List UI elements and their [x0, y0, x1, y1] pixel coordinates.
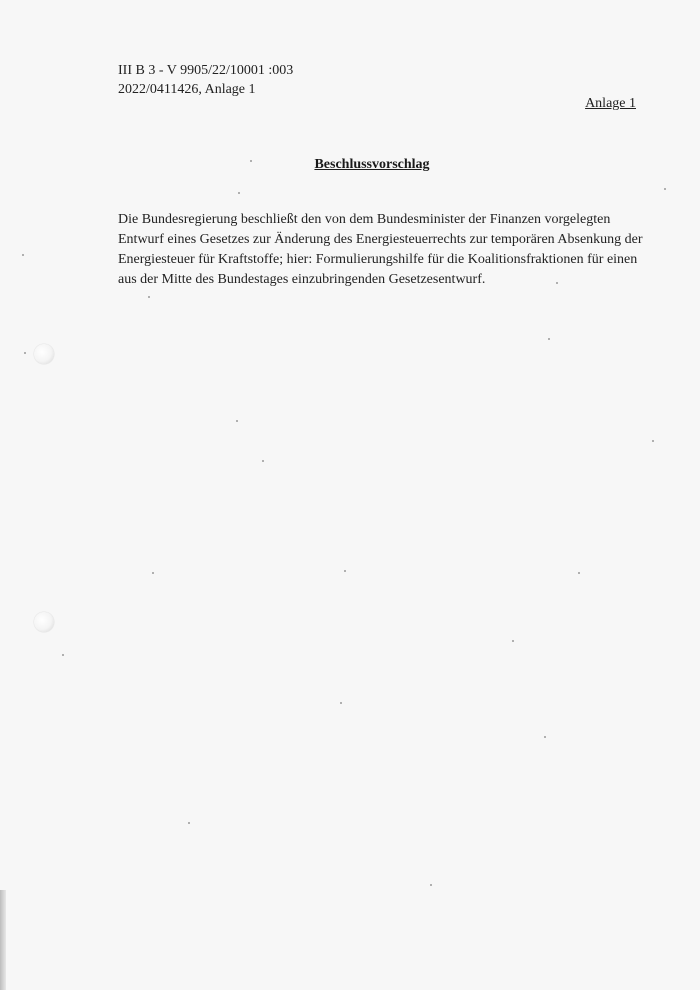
scan-speck: [344, 570, 346, 572]
reference-number: III B 3 - V 9905/22/10001 :003: [118, 63, 294, 78]
body-line: Die Bundesregierung beschließt den von dem Bundesminister der Finanzen vorgelegten: [118, 212, 611, 227]
scan-speck: [556, 282, 558, 284]
scan-speck: [152, 572, 154, 574]
body-line: Energiesteuer für Kraftstoffe; hier: Formulierungshilfe für die Koalitionsfraktionen für einen: [118, 252, 638, 267]
scan-speck: [250, 160, 252, 162]
punch-hole-bottom: [34, 612, 54, 632]
body-line: aus der Mitte des Bundestages einzubringenden Gesetzesentwurf.: [118, 272, 486, 287]
body-line: Entwurf eines Gesetzes zur Änderung des Energiesteuerrechts zur temporären Absenkung der: [118, 232, 643, 247]
scan-speck: [236, 420, 238, 422]
scan-speck: [430, 884, 432, 886]
scan-speck: [340, 702, 342, 704]
scan-speck: [544, 736, 546, 738]
reference-block: [118, 61, 293, 99]
scan-speck: [262, 460, 264, 462]
scan-speck: [22, 254, 24, 256]
scan-speck: [548, 338, 550, 340]
reference-annex: 2022/0411426, Anlage 1: [118, 82, 256, 97]
scan-speck: [24, 352, 26, 354]
scan-speck: [188, 822, 190, 824]
scan-speck: [512, 640, 514, 642]
resolution-text: [118, 210, 643, 290]
scan-speck: [238, 192, 240, 194]
scan-speck: [62, 654, 64, 656]
scan-speck: [652, 440, 654, 442]
document-heading: Beschlussvorschlag: [314, 157, 430, 172]
attachment-label: Anlage 1: [585, 96, 636, 111]
scan-speck: [664, 188, 666, 190]
scan-speck: [578, 572, 580, 574]
punch-hole-top: [34, 344, 54, 364]
scan-edge-shadow: [0, 890, 6, 990]
scan-speck: [148, 296, 150, 298]
